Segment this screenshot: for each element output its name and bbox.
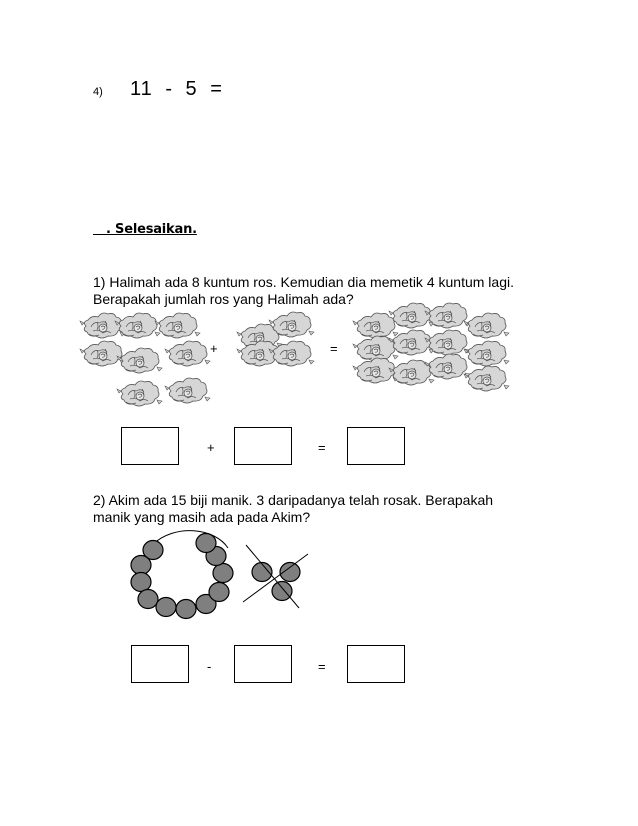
bead-icon [138, 590, 158, 609]
q2-answer-box-2[interactable] [234, 645, 292, 683]
bead-icon [272, 582, 292, 601]
q1-answer-plus-sign: + [207, 440, 215, 455]
bead-icon [176, 600, 196, 619]
rose-icon [80, 313, 125, 338]
q1-answer-box-3[interactable] [347, 427, 405, 465]
rose-group-1 [80, 313, 210, 406]
rose-icon [464, 366, 509, 391]
bead-icon [209, 583, 229, 602]
bead-icon [131, 573, 151, 592]
bead-icon [131, 556, 151, 575]
question-2-line-1: 2) Akim ada 15 biji manik. 3 daripadanya telah rosak. Berapakah [93, 492, 494, 508]
picture-equals-sign: = [330, 341, 338, 356]
rose-icon [464, 313, 509, 338]
bead-icon [213, 564, 233, 583]
q1-answer-equals-sign: = [318, 440, 326, 455]
bead-icon [156, 598, 176, 617]
q1-answer-box-2[interactable] [234, 427, 292, 465]
rose-icon [165, 341, 210, 366]
q1-answer-box-1[interactable] [121, 427, 179, 465]
q2-answer-box-1[interactable] [131, 645, 189, 683]
rose-icon [425, 354, 470, 379]
bead-necklace [131, 531, 233, 619]
q2-answer-box-3[interactable] [347, 645, 405, 683]
rose-group-2 [237, 312, 314, 366]
rose-icon [117, 381, 162, 406]
q2-answer-minus-sign: - [207, 659, 212, 674]
rose-icon [80, 341, 125, 366]
picture-plus-sign: + [210, 341, 218, 356]
rose-icon [269, 341, 314, 366]
q2-answer-equals-sign: = [318, 659, 326, 674]
rose-icon [165, 378, 210, 403]
rose-icon [464, 341, 509, 366]
rose-icon [389, 303, 434, 328]
rose-icon [353, 313, 398, 338]
question-2-text [93, 492, 563, 526]
rose-icon [117, 348, 162, 373]
bead-icon [196, 534, 216, 553]
rose-group-3 [353, 303, 509, 391]
problem-4-expression: 11 - 5 = [130, 78, 223, 100]
rose-icon [155, 313, 200, 338]
question-2-line-2: manik yang masih ada pada Akim? [93, 509, 311, 525]
question-1-line-2: Berapakah jumlah ros yang Halimah ada? [93, 291, 354, 307]
broken-beads [243, 545, 308, 608]
problem-4-number: 4) [93, 86, 103, 98]
section-heading: . Selesaikan. [93, 222, 197, 237]
question-1-line-1: 1) Halimah ada 8 kuntum ros. Kemudian dia memetik 4 kuntum lagi. [93, 274, 514, 290]
